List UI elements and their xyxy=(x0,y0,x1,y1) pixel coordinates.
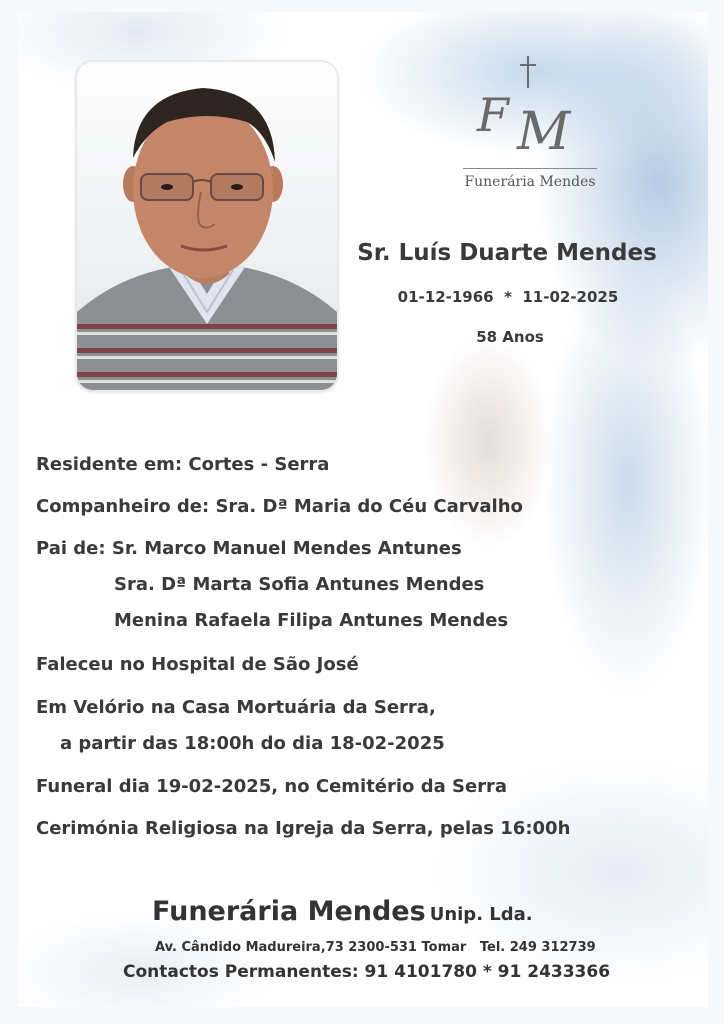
footer-company xyxy=(152,896,533,927)
birth-death-dates: 01-12-1966 * 11-02-2025 xyxy=(397,288,619,306)
deceased-age: 58 Anos xyxy=(476,328,544,346)
footer-address: Av. Cândido Madureira,73 2300-531 Tomar Tel. 249 312739 xyxy=(155,940,596,955)
wake-line-2: a partir das 18:00h do dia 18-02-2025 xyxy=(60,733,445,754)
ceremony-line: Cerimónia Religiosa na Igreja da Serra, pelas 16:00h xyxy=(36,818,571,839)
logo-company-name: Funerária Mendes xyxy=(464,174,596,190)
death-place-line: Faleceu no Hospital de São José xyxy=(36,654,359,675)
wake-line-1: Em Velório na Casa Mortuária da Serra, xyxy=(36,697,436,718)
children-line-1: Pai de: Sr. Marco Manuel Mendes Antunes xyxy=(36,538,462,559)
logo-divider xyxy=(463,168,597,169)
cross-icon xyxy=(518,56,540,88)
portrait-photo xyxy=(77,62,337,390)
children-line-2: Sra. Dª Marta Sofia Antunes Mendes xyxy=(114,574,485,595)
funeraria-mendes-logo xyxy=(455,50,605,200)
residence-line: Residente em: Cortes - Serra xyxy=(36,454,330,475)
funeral-line: Funeral dia 19-02-2025, no Cemitério da Serra xyxy=(36,776,508,797)
children-line-3: Menina Rafaela Filipa Antunes Mendes xyxy=(114,610,509,631)
deceased-name: Sr. Luís Duarte Mendes xyxy=(357,240,657,266)
footer-company-name: Funerária Mendes xyxy=(152,896,426,927)
fm-monogram: F M xyxy=(477,88,571,162)
footer-company-suffix: Unip. Lda. xyxy=(429,904,533,925)
footer-contacts: Contactos Permanentes: 91 4101780 * 91 2433366 xyxy=(123,962,611,982)
partner-line: Companheiro de: Sra. Dª Maria do Céu Carvalho xyxy=(36,496,523,517)
